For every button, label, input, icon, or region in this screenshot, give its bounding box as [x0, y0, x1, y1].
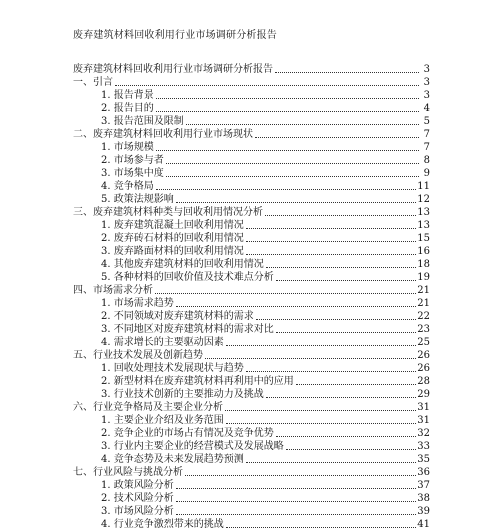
- toc-entry-label: 1. 市场需求趋势: [101, 298, 174, 309]
- toc-entry-label: 1. 市场规模: [101, 142, 154, 153]
- toc-leader-dots: [246, 253, 417, 255]
- toc-subsection-entry[interactable]: [73, 245, 430, 258]
- toc-entry-label: 1. 废弃建筑混凝土回收利用情况: [101, 220, 244, 231]
- toc-page-number: 31: [417, 415, 430, 426]
- toc-subsection-entry[interactable]: [73, 492, 430, 505]
- toc-subsection-entry[interactable]: [73, 102, 430, 115]
- toc-entry-label: 4. 行业竞争激烈带来的挑战: [101, 519, 224, 530]
- toc-leader-dots: [176, 500, 417, 502]
- toc-leader-dots: [256, 318, 417, 320]
- toc-subsection-entry[interactable]: [73, 440, 430, 453]
- toc-leader-dots: [266, 266, 417, 268]
- toc-subsection-entry[interactable]: [73, 219, 430, 232]
- toc-subsection-entry[interactable]: [73, 193, 430, 206]
- toc-subsection-entry[interactable]: [73, 336, 430, 349]
- toc-entry-label: 5. 政策法规影响: [101, 194, 174, 205]
- toc-page-number: 13: [417, 207, 430, 218]
- toc-leader-dots: [205, 357, 416, 359]
- toc-page-number: 16: [417, 246, 430, 257]
- toc-entry-label: 4. 其他废弃建筑材料的回收利用情况: [101, 259, 264, 270]
- toc-entry-label: 2. 报告目的: [101, 103, 154, 114]
- toc-leader-dots: [276, 435, 417, 437]
- toc-entry-label: 4. 竞争格局: [101, 181, 154, 192]
- toc-page-number: 12: [417, 194, 430, 205]
- toc-subsection-entry[interactable]: [73, 375, 430, 388]
- toc-page-number: 13: [417, 220, 430, 231]
- toc-page-number: 22: [417, 311, 430, 322]
- toc-leader-dots: [246, 240, 417, 242]
- toc-page-number: 31: [417, 402, 430, 413]
- toc-leader-dots: [166, 175, 419, 177]
- toc-subsection-entry[interactable]: [73, 323, 430, 336]
- toc-leader-dots: [225, 409, 416, 411]
- toc-page-number: 35: [417, 454, 430, 465]
- toc-page-number: 41: [417, 519, 430, 530]
- table-of-contents: [73, 62, 430, 531]
- toc-subsection-entry[interactable]: [73, 232, 430, 245]
- toc-page-number: 11: [417, 181, 430, 192]
- toc-subsection-entry[interactable]: [73, 479, 430, 492]
- toc-page-number: 3: [423, 90, 430, 101]
- toc-entry-label: 2. 技术风险分析: [101, 493, 174, 504]
- toc-entry-label: 4. 需求增长的主要驱动因素: [101, 337, 224, 348]
- toc-entry-label: 3. 行业技术创新的主要推动力及挑战: [101, 389, 264, 400]
- toc-entry-label: 1. 主要企业介绍及业务范围: [101, 415, 224, 426]
- toc-entry-label: 3. 废弃路面材料的回收利用情况: [101, 246, 244, 257]
- toc-leader-dots: [226, 344, 417, 346]
- toc-subsection-entry[interactable]: [73, 453, 430, 466]
- toc-subsection-entry[interactable]: [73, 89, 430, 102]
- toc-leader-dots: [115, 84, 419, 86]
- toc-subsection-entry[interactable]: [73, 427, 430, 440]
- toc-subsection-entry[interactable]: [73, 388, 430, 401]
- toc-entry-label: 1. 回收处理技术发展现状与趋势: [101, 363, 244, 374]
- toc-section-entry[interactable]: [73, 349, 430, 362]
- toc-page-number: 38: [417, 493, 430, 504]
- toc-subsection-entry[interactable]: [73, 518, 430, 531]
- toc-section-entry[interactable]: [73, 466, 430, 479]
- toc-leader-dots: [186, 123, 419, 125]
- toc-subsection-entry[interactable]: [73, 180, 430, 193]
- toc-page-number: 39: [417, 506, 430, 517]
- toc-leader-dots: [255, 136, 419, 138]
- toc-entry-label: 3. 行业内主要企业的经营模式及发展战略: [101, 441, 284, 452]
- toc-subsection-entry[interactable]: [73, 414, 430, 427]
- toc-leader-dots: [156, 110, 419, 112]
- toc-leader-dots: [246, 227, 417, 229]
- toc-leader-dots: [276, 279, 417, 281]
- toc-title-entry[interactable]: [73, 62, 430, 76]
- toc-entry-label: 1. 政策风险分析: [101, 480, 174, 491]
- toc-page-number: 26: [417, 350, 430, 361]
- toc-page-number: 33: [417, 441, 430, 452]
- toc-entry-label: 一、引言: [73, 77, 113, 88]
- toc-section-entry[interactable]: [73, 206, 430, 219]
- toc-entry-label: 2. 竞争企业的市场占有情况及竞争优势: [101, 428, 274, 439]
- toc-subsection-entry[interactable]: [73, 271, 430, 284]
- toc-entry-label: 4. 竞争态势及未来发展趋势预测: [101, 454, 244, 465]
- toc-subsection-entry[interactable]: [73, 297, 430, 310]
- toc-leader-dots: [156, 149, 419, 151]
- toc-page-number: 9: [423, 168, 430, 179]
- toc-page-number: 21: [417, 298, 430, 309]
- toc-leader-dots: [155, 292, 416, 294]
- toc-page-number: 21: [417, 285, 430, 296]
- toc-page-number: 37: [417, 480, 430, 491]
- toc-page-number: 26: [417, 363, 430, 374]
- toc-page-number: 29: [417, 389, 430, 400]
- toc-leader-dots: [266, 396, 417, 398]
- toc-entry-label: 3. 市场集中度: [101, 168, 164, 179]
- toc-page-number: 5: [423, 116, 430, 127]
- toc-entry-label: 2. 废弃砖石材料的回收利用情况: [101, 233, 244, 244]
- toc-subsection-entry[interactable]: [73, 154, 430, 167]
- toc-section-entry[interactable]: [73, 401, 430, 414]
- toc-page-number: 19: [417, 272, 430, 283]
- toc-entry-label: 五、行业技术发展及创新趋势: [73, 350, 203, 361]
- toc-entry-label: 2. 不同领域对废弃建筑材料的需求: [101, 311, 254, 322]
- toc-subsection-entry[interactable]: [73, 115, 430, 128]
- toc-page-number: 4: [423, 103, 430, 114]
- toc-section-entry[interactable]: [73, 76, 430, 89]
- toc-entry-label: 七、行业风险与挑战分析: [73, 467, 183, 478]
- toc-leader-dots: [176, 201, 417, 203]
- toc-page-number: 23: [417, 324, 430, 335]
- toc-entry-label: 四、市场需求分析: [73, 285, 153, 296]
- toc-entry-label: 2. 新型材料在废弃建筑材料再利用中的应用: [101, 376, 294, 387]
- toc-subsection-entry[interactable]: [73, 362, 430, 375]
- toc-page-number: 18: [417, 259, 430, 270]
- toc-leader-dots: [275, 71, 419, 73]
- toc-leader-dots: [176, 305, 417, 307]
- toc-entry-label: 二、废弃建筑材料回收利用行业市场现状: [73, 129, 253, 140]
- toc-page-number: 8: [423, 155, 430, 166]
- toc-page-number: 3: [423, 77, 430, 88]
- toc-leader-dots: [176, 487, 417, 489]
- toc-entry-label: 2. 市场参与者: [101, 155, 164, 166]
- toc-page-number: 25: [417, 337, 430, 348]
- toc-leader-dots: [185, 474, 416, 476]
- toc-entry-label: 六、行业竞争格局及主要企业分析: [73, 402, 223, 413]
- toc-subsection-entry[interactable]: [73, 310, 430, 323]
- toc-section-entry[interactable]: [73, 284, 430, 297]
- toc-leader-dots: [276, 331, 417, 333]
- toc-entry-label: 废弃建筑材料回收利用行业市场调研分析报告: [73, 64, 273, 75]
- toc-leader-dots: [265, 214, 416, 216]
- toc-entry-label: 5. 各种材料的回收价值及技术难点分析: [101, 272, 274, 283]
- toc-subsection-entry[interactable]: [73, 167, 430, 180]
- toc-leader-dots: [246, 370, 417, 372]
- toc-page-number: 7: [423, 129, 430, 140]
- toc-entry-label: 3. 报告范围及限制: [101, 116, 184, 127]
- toc-section-entry[interactable]: [73, 128, 430, 141]
- toc-page-number: 28: [417, 376, 430, 387]
- toc-page-number: 7: [423, 142, 430, 153]
- toc-leader-dots: [296, 383, 417, 385]
- toc-leader-dots: [246, 461, 417, 463]
- toc-leader-dots: [156, 97, 419, 99]
- document-header: 废弃建筑材料回收利用行业市场调研分析报告: [73, 30, 277, 41]
- toc-page-number: 15: [417, 233, 430, 244]
- toc-entry-label: 1. 报告背景: [101, 90, 154, 101]
- toc-subsection-entry[interactable]: [73, 258, 430, 271]
- toc-leader-dots: [226, 526, 417, 528]
- toc-subsection-entry[interactable]: [73, 505, 430, 518]
- toc-entry-label: 三、废弃建筑材料种类与回收利用情况分析: [73, 207, 263, 218]
- toc-leader-dots: [156, 188, 417, 190]
- toc-leader-dots: [226, 422, 417, 424]
- toc-entry-label: 3. 不同地区对废弃建筑材料的需求对比: [101, 324, 274, 335]
- toc-subsection-entry[interactable]: [73, 141, 430, 154]
- toc-page-number: 3: [423, 64, 430, 75]
- toc-entry-label: 3. 市场风险分析: [101, 506, 174, 517]
- toc-page-number: 32: [417, 428, 430, 439]
- toc-page-number: 36: [417, 467, 430, 478]
- toc-leader-dots: [176, 513, 417, 515]
- toc-leader-dots: [286, 448, 417, 450]
- toc-leader-dots: [166, 162, 419, 164]
